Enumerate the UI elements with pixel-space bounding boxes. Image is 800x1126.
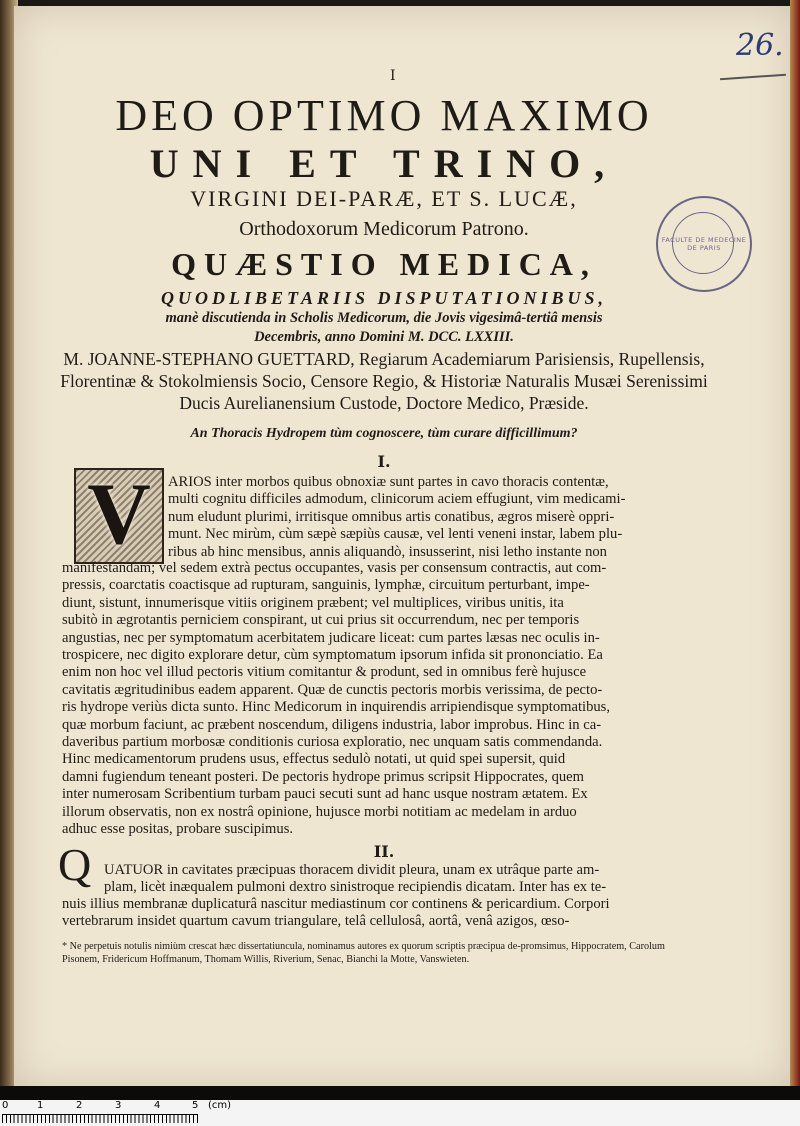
ruler-tick-0: 0	[2, 1100, 9, 1111]
scan-shadow	[0, 1086, 800, 1100]
section-number-2: II.	[373, 842, 395, 861]
ruler-tick-3: 3	[115, 1100, 122, 1111]
title-line-6: QUODLIBETARIIS DISPUTATIONIBUS,	[160, 288, 608, 308]
section-2-opening	[104, 862, 690, 879]
text-line: inter numerosam Scribentium turbam pauci secuti sunt ad hanc usque nostram ætatem. Ex	[62, 786, 588, 803]
text-line: plam, licèt inæqualem pulmoni dextro sinistroque recipiendis dicatam. Inter has ex te-	[104, 879, 607, 895]
text-line: vertebrarum insidet quartum cavum triangulare, telâ cellulosâ, aortâ, venâ azigos, œso-	[62, 913, 570, 930]
ruler-tick-4: 4	[154, 1100, 161, 1111]
text-line: diunt, sistunt, innumerisque vitiis originem præbent; vel multiplices, viribus unitis, ita	[62, 594, 564, 611]
question-line: An Thoracis Hydropem tùm cognoscere, tùm curare difficillimum?	[190, 426, 578, 441]
text-line: subitò in ægrotantis perniciem conspirant, ut cui prius sit occurrendum, nec per temporis	[62, 612, 580, 629]
title-line-2: UNI ET TRINO,	[149, 141, 619, 186]
text-line: munt. Nec mirùm, cùm sæpè sæpiùs causæ, vel lenti veneni instar, labem plu-	[168, 526, 623, 543]
title-line-7: manè discutienda in Scholis Medicorum, die Jovis vigesimâ-tertiâ mensis	[165, 310, 603, 326]
library-stamp	[656, 196, 752, 292]
text-line: nuis illius membranæ duplicaturâ nascitur mediastinum cor continens & pericardium. Corpori	[62, 896, 610, 912]
title-quaestio-medica: QUÆSTIO MEDICA,	[171, 246, 597, 282]
document-page	[14, 6, 792, 1088]
section-1-opening	[168, 474, 688, 561]
title-date-line: Decembris, anno Domini M. DCC. LXXIII.	[254, 329, 514, 345]
section-number-1: I.	[377, 452, 391, 471]
stamp-text: FACULTE DE MEDECINE DE PARIS	[661, 236, 747, 252]
text-line: quæ morbum faciunt, ac præbent noscendum, diligens industria, labor improbus. Hinc in ca-	[62, 716, 602, 733]
text-line: pressis, coarctatis coactisque ad rupturam, sanguinis, lymphæ, circuitum perturbant, impe-	[62, 577, 590, 594]
ruler-unit: (cm)	[208, 1100, 232, 1111]
text-line: cavitatis ægritudinibus eadem apparent. Quæ de cunctis pectoris morbis verissima, de pecto-	[62, 681, 603, 698]
text-line: enim non hoc vel illud pectoris vitium comitantur & produnt, sed in omnibus ferè hujusce	[62, 664, 587, 681]
dropcap-letter: V	[87, 466, 151, 563]
ruler-tick-1: 1	[37, 1100, 44, 1111]
section-2-line-2	[104, 879, 690, 896]
signature-mark: I	[390, 68, 396, 84]
text-line: manifestandam; vel sedem extrà pectus occupantes, vasis per consensum contractis, aut com-	[62, 560, 607, 576]
section-2-body	[62, 896, 690, 931]
title-line-1: DEO OPTIMO MAXIMO	[115, 91, 653, 140]
decorated-dropcap	[74, 468, 164, 564]
section-1-body	[62, 560, 690, 839]
ruler-scale-bar	[2, 1114, 198, 1123]
text-line: angustias, nec per symptomatum acerbitatem judicare liceat: cum partes læsas nec oculis in-	[62, 629, 600, 646]
ruler-tick-5: 5	[192, 1100, 199, 1111]
text-line: trospicere, nec digito explorare detur, cùm symptomatum ipsorum infida sit prononciatio. Ea	[62, 647, 603, 664]
text-line: illorum observatis, non ex nostrâ opinione, hujusce morbi notitiam ac medelam in arduo	[62, 803, 577, 820]
handwritten-underline	[720, 74, 786, 81]
text-line: daveribus partium morbosæ conditionis curiosa exploratio, nec unquam satis commendanda.	[62, 734, 603, 751]
ruler-tick-2: 2	[76, 1100, 83, 1111]
text-line: Hinc medicamentorum prudens usus, effectus sedulò notati, ut quid spei supersit, quid	[62, 751, 566, 768]
title-line-4: Orthodoxorum Medicorum Patrono.	[239, 218, 529, 240]
text-line: ARIOS inter morbos quibus obnoxiæ sunt partes in cavo thoracis contentæ,	[168, 474, 609, 490]
text-line: num eludunt plurimi, irritisque omnibus artis conatibus, ægros miserè oppri-	[168, 508, 615, 525]
text-line: ris hydrope veriùs dicta sunto. Hinc Medicorum in inquirendis arripiendisque symptomatibus,	[62, 699, 610, 716]
scale-ruler	[0, 1100, 800, 1126]
dropcap-q: Q	[58, 839, 92, 890]
footnote: * Ne perpetuis notulis nimiùm crescat hæc dissertatiuncula, nominamus autores ex quorum scriptis præcipua de-promsimus, Hippocratem, Carolum Pisonem, Fridericum Hoffmanum, Thomam Willis, Riverium, Senac, Bianchi la Motte, Vanswieten.	[62, 941, 665, 966]
text-line: UATUOR in cavitates præcipuas thoracem dividit pleura, unam ex utrâque parte am-	[104, 862, 600, 878]
text-line: multi cognitu difficiles admodum, clinicorum aciem effugiunt, vim medicami-	[168, 491, 626, 508]
text-line: ribus ab hinc mensibus, annis aliquandò, insusserint, nisi letho instante non	[168, 543, 607, 560]
praeses-line: M. JOANNE-STEPHANO GUETTARD, Regiarum Academiarum Parisiensis, Rupellensis, Florentinæ & Stokolmiensis Socio, Censore Regio, & Historiæ Naturalis Musæi Serenissimi Ducis Aurelianensium Custode, Doctore Medico, Præside.	[60, 349, 708, 413]
text-line: adhuc esse positas, probare suscipimus.	[62, 821, 294, 838]
text-line: damni fugiendum teneant posteri. De pectoris hydrope primus scripsit Hippocrates, quem	[62, 768, 585, 785]
page-edge-strip	[790, 0, 800, 1090]
handwritten-folio-number: 26.	[736, 28, 784, 63]
title-line-3: VIRGINI DEI-PARÆ, ET S. LUCÆ,	[190, 186, 578, 211]
